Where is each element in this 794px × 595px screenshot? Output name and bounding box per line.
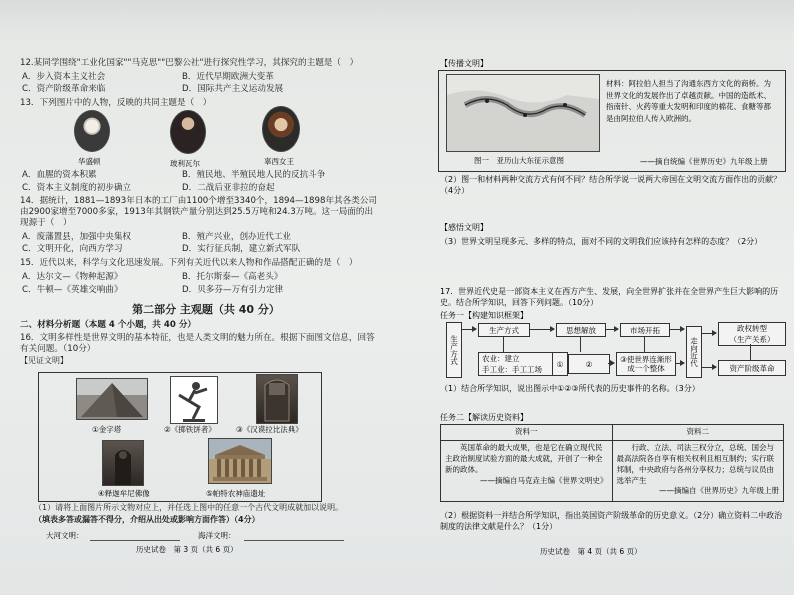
material2-source: ——摘编自《世界历史》九年级上册	[659, 486, 779, 496]
fw-arrow-7	[702, 333, 716, 334]
image-buddha	[102, 440, 144, 486]
left-page-mid	[20, 170, 392, 366]
q15-option-c: C．牛顿—《英雄交响曲》	[22, 284, 123, 295]
fw-vline-1	[503, 336, 504, 352]
caption-washington: 华盛顿	[78, 157, 101, 166]
portrait-washington	[74, 110, 110, 152]
fw-pol-text: 政权转型	[737, 324, 767, 333]
fw-arrow-1	[462, 329, 476, 330]
material1-title: 资料一	[441, 425, 613, 441]
footer-page4: 历史试卷 第 4 页（共 6 页）	[540, 547, 642, 556]
fw-arrow-4	[670, 329, 684, 330]
q15-option-d: D．贝多芬—万有引力定律	[182, 284, 284, 295]
material1-source: ——摘编自马克垚主编《世界文明史》	[480, 475, 608, 485]
q13-option-c: C．资本主义制度的初步确立	[22, 182, 132, 193]
materials-table	[440, 424, 784, 502]
arab-material-source: ——摘自统编《世界历史》九年级上册	[640, 157, 768, 166]
fill-river-blank	[90, 540, 180, 541]
fw-farm-text: 农业：建立	[482, 354, 520, 363]
q14-option-b: B．殖产兴业，创办近代工业	[182, 231, 292, 242]
q17-1-stem: （1）结合所学知识，说出图示中①②③所代表的历史事件的名称。（3分）	[440, 384, 700, 393]
image-hammurabi	[256, 374, 298, 424]
left-page-bottom	[34, 503, 384, 525]
fw-market-box: 市场开拓	[620, 323, 670, 337]
q13-option-b: B．殖民地、半殖民地人民的反抗斗争	[182, 170, 326, 180]
q16-stem: 16．文明多样性是世界文明的基本特征，也是人类文明的魅力所在。根据下面图文信息，回答有关问题。（10分）	[20, 332, 375, 354]
fw-arrow-8	[702, 367, 716, 368]
q12-option-c: C．资产阶级革命来临	[22, 84, 106, 95]
caption-parthenon: ⑤帕特农神庙遗址	[206, 489, 266, 498]
fw-left-box: 生产方式	[446, 322, 462, 378]
q13-stem: 13．下列图片中的人物，反映的共同主题是（ ）	[20, 98, 212, 109]
task1-label: 任务一【构建知识框架】	[440, 311, 528, 320]
caption-bolivar: 玻利瓦尔	[170, 159, 200, 168]
fw-vline-2	[580, 336, 581, 352]
left-page	[20, 58, 392, 109]
q17-2-stem: （2）根据资料一并结合所学知识，指出英国资产阶级革命的历史意义。（2分）确立资料二中政治制度的法律文献是什么？（1分）	[440, 511, 783, 532]
fill-river-label: 大河文明：	[46, 531, 84, 540]
q12-stem: 12.某同学围绕"工业化国家""马克思""巴黎公社"进行探究性学习，其探究的主题是（ ）	[20, 58, 359, 68]
q16-1-note: （填表多答或漏答不得分，介绍从出处或影响方面作答）（4分）	[34, 515, 260, 524]
arab-material: 材料：阿拉伯人担当了沟通东西方文化的商桥。为世界文化的发展作出了卓越贡献。中国的造纸术、指南针、火药等重大发明和印度的棉花、食糖等都是由阿拉伯人传入欧洲的。	[606, 79, 771, 123]
q15-option-b: B．托尔斯泰—《高老头》	[182, 271, 283, 282]
q12-option-b: B．近代早期欧洲大变革	[182, 71, 274, 82]
material2-title: 资料二	[612, 425, 784, 441]
fw-n1-box: ①	[552, 352, 568, 376]
feel-label: 【感悟文明】	[440, 223, 488, 232]
q16-3-stem: （3）世界文明呈现多元、多样的特点，面对不同的文明我们应该持有怎样的态度？（2分）	[440, 237, 763, 246]
fw-prod-box: 生产方式	[478, 323, 530, 337]
q15-stem: 15．近代以来，科学与文化迅速发展。下列有关近代以来人物和作品搭配正确的是（ ）	[20, 258, 358, 269]
image-discobolus	[170, 376, 218, 424]
fw-arrow-3	[606, 329, 618, 330]
q14-option-c: C．文明开化，向西方学习	[22, 244, 123, 255]
map-alexander	[446, 74, 600, 152]
fw-n3-box: ③使世界连渐形成一个整体	[616, 352, 676, 376]
material1-text: 英国革命的最大成果，也是它在确立现代民主政治制度试验方面的最大成就，开创了一种全新的政体。	[445, 442, 603, 474]
fw-arrow-5	[608, 363, 614, 364]
part2-heading: 第二部分 主观题（共 40 分）	[132, 303, 280, 317]
fw-vline-3	[644, 336, 645, 352]
portrait-queen	[262, 106, 300, 152]
section2-heading: 二、材料分析题（本题 4 个小题，共 40 分）	[20, 320, 197, 331]
fw-bour-box: 资产阶级革命	[718, 360, 786, 376]
portrait-bolivar	[170, 110, 206, 154]
q13-option-d: D．二战后亚非拉的奋起	[182, 182, 275, 193]
footer-page3: 历史试卷 第 3 页（共 6 页）	[136, 545, 238, 554]
fw-pol-box	[718, 322, 786, 346]
q14-stem: 14．据统计，1881—1893年日本的工厂由1100个增至3340个，1894—1898年其各类公司由2900家增至7000多家，1913年其钢铁产量分别达到25.5万吨和24.3万吨。这一局面的出现源于（ ）	[20, 196, 378, 228]
q12-option-d: D．国际共产主义运动发展	[182, 84, 284, 95]
fw-thought-box: 思想解放	[556, 323, 606, 337]
q17-stem: 17．世界近代史是一部资本主义在西方产生、发展，向全世界扩张并在全世界产生巨大影响的历史。结合所学知识，回答下列问题。（10分）	[440, 287, 779, 308]
q14-option-d: D．实行征兵制，建立新式军队	[182, 244, 301, 255]
fw-craft-text: 手工业：手工工场	[482, 365, 542, 374]
fw-modern-box: 走向近代	[686, 326, 702, 378]
map-caption: 图一 亚历山大东征示意图	[474, 156, 564, 165]
task2-label: 任务二【解读历史资料】	[440, 413, 528, 422]
caption-pyramid: ①金字塔	[92, 425, 122, 434]
spread-label: 【传播文明】	[440, 59, 488, 68]
caption-buddha: ④释迦牟尼佛像	[98, 489, 150, 498]
q13-option-a: A．血腥的资本积累	[22, 170, 97, 180]
fill-ocean-blank	[244, 540, 344, 541]
image-pyramid	[76, 378, 148, 420]
image-parthenon	[208, 438, 272, 484]
q16-1-stem: （1）请将上面图片所示文物对应上，并任选上图中的任意一个古代文明成就加以说明。	[34, 503, 344, 512]
q14-option-a: A．废藩置县，加强中央集权	[22, 231, 132, 242]
material2-text: 行政、立法、司法三权分立，总统、国会与最高法院各自享有相关权利且相互制约；实行联邦制，中央政府与各州分享权力；总统与议员由选举产生	[616, 442, 774, 485]
fill-ocean-label: 海洋文明：	[198, 531, 236, 540]
q12-option-a: A．步入资本主义社会	[22, 71, 106, 82]
fw-pol-sub-text: （生产关系）	[729, 335, 775, 344]
fw-arrow-6	[676, 363, 684, 364]
material1-cell	[441, 440, 613, 501]
fw-vline-4	[750, 344, 751, 360]
caption-hammurabi: ③《汉谟拉比法典》	[236, 425, 303, 434]
caption-queen: 辜西女王	[264, 157, 294, 166]
material2-cell	[612, 440, 784, 501]
witness-label: 【见证文明】	[20, 356, 68, 366]
q16-2-stem: （2）图一和材料两种交流方式有何不同？结合所学说一说两大帝国在文明交流方面作出的贡献？（4分）	[440, 175, 782, 196]
caption-discobolus: ②《掷铁饼者》	[164, 425, 216, 434]
fw-arrow-2	[530, 329, 554, 330]
fw-farm-box	[478, 352, 553, 376]
fw-n2-box: ②	[568, 354, 610, 374]
q15-option-a: A．达尔文—《物种起源》	[22, 271, 123, 282]
